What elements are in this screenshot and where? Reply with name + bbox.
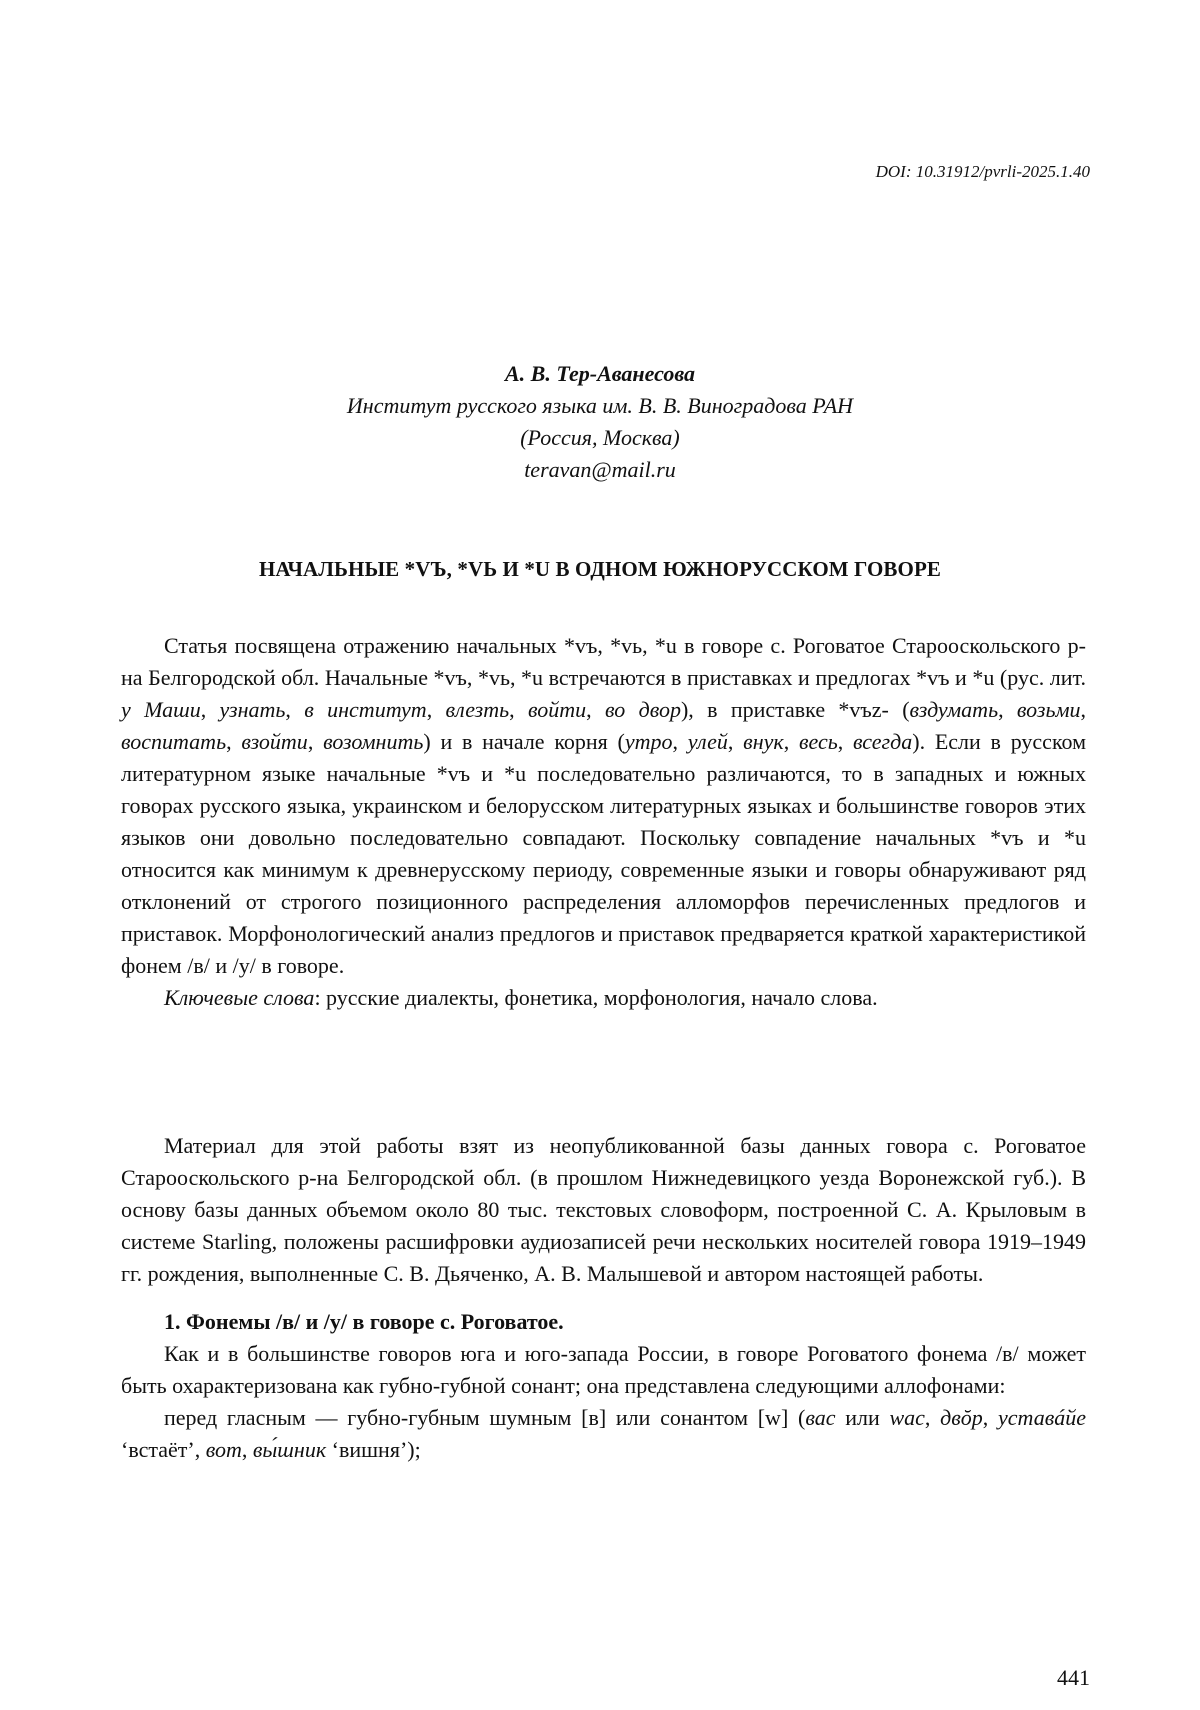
section-paragraph-allophones: перед гласным — губно-губным шумным [в] или сонантом [w] (вас или wас, двŏр, уставáйе ‘встаёт’, вот, вы́шник ‘вишня’); bbox=[121, 1405, 1087, 1462]
author-location: (Россия, Москва) bbox=[520, 425, 680, 450]
article-title: НАЧАЛЬНЫЕ *VЪ, *VЬ И *U В ОДНОМ ЮЖНОРУССКОМ ГОВОРЕ bbox=[258, 557, 941, 581]
author-email: teravan@mail.ru bbox=[524, 457, 676, 482]
intro-paragraph: Материал для этой работы взят из неопубликованной базы данных говора с. Роговатое Старооскольского р-на Белгородской обл. (в прошлом Нижнедевицкого уезда Воронежской губ.). В основу базы данных объемом около 80 тыс. текстовых словоформ, построенной С. А. Крыловым в системе Starling, положены расшифровки аудиозаписей речи нескольких носителей говора 1919–1949 гг. рождения, выполненные С. В. Дьяченко, А. В. Малышевой и автором настоящей работы. bbox=[121, 1133, 1086, 1286]
author-name: А. В. Тер-Аванесова bbox=[504, 361, 696, 386]
keywords-label: Ключевые слова bbox=[164, 985, 315, 1010]
keywords bbox=[121, 982, 1086, 1014]
page-number: 441 bbox=[1057, 1665, 1090, 1690]
section-heading: 1. Фонемы /в/ и /у/ в говоре с. Роговатое. bbox=[164, 1309, 564, 1334]
abstract-paragraph: Статья посвящена отражению начальных *vъ, *vь, *u в говоре с. Роговатое Старооскольского р-на Белгородской обл. Начальные *vъ, *vь, *u встречаются в приставках и предлогах *vъ и *u (рус. лит. у Маши, узнать, в институт, влезть, войти, во двор), в приставке *vъz- (вздумать, возьми, воспитать, взойти, возомнить) и в начале корня (утро, улей, внук, весь, всегда). Если в русском литературном языке начальные *vъ и *u последовательно различаются, то в западных и южных говорах русского языка, украинском и белорусском литературных языках и большинстве говоров этих языков они довольно последовательно совпадают. Поскольку совпадение начальных *vъ и *u относится как минимум к древнерусскому периоду, современные языки и говоры обнаруживают ряд отклонений от строгого позиционного распределения алломорфов перечисленных предлогов и приставок. Морфонологический анализ предлогов и приставок предваряется краткой характеристикой фонем /в/ и /у/ в говоре. bbox=[121, 633, 1087, 978]
section-1 bbox=[121, 1306, 1086, 1466]
section-paragraph: Как и в большинстве говоров юга и юго-запада России, в говоре Роговатого фонема /в/ может быть охарактеризована как губно-губной сонант; она представлена следующими аллофонами: bbox=[121, 1341, 1086, 1398]
author-block bbox=[0, 358, 1200, 486]
intro bbox=[121, 1130, 1086, 1290]
abstract bbox=[121, 630, 1086, 1014]
doi: DOI: 10.31912/pvrli-2025.1.40 bbox=[875, 162, 1090, 181]
keywords-text: : русские диалекты, фонетика, морфонология, начало слова. bbox=[314, 985, 878, 1010]
author-institution: Институт русского языка им. В. В. Виноградова РАН bbox=[346, 393, 854, 418]
